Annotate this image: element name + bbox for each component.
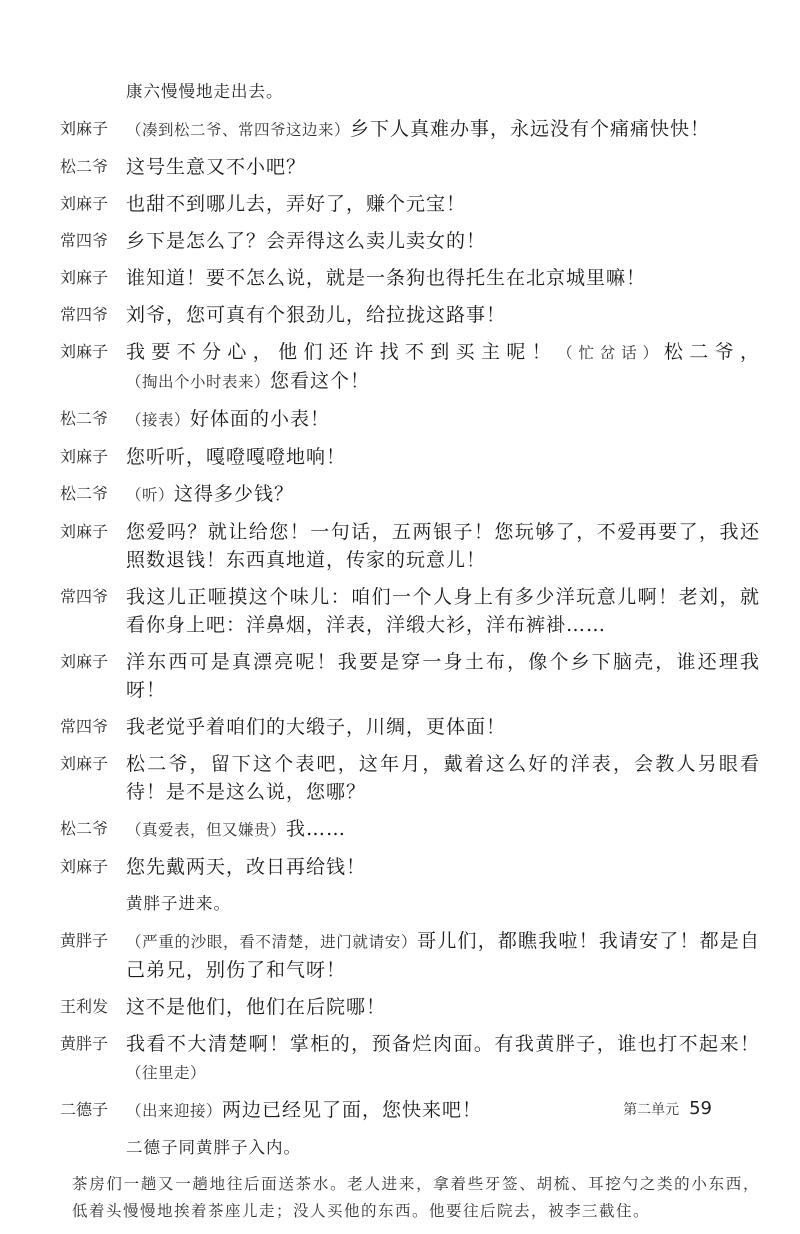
speech-segment: 黄胖子进来。	[126, 894, 231, 913]
stage-direction: （出来迎接）	[126, 1102, 223, 1120]
speech-text	[126, 1030, 760, 1087]
dialogue-line	[60, 190, 760, 218]
dialogue-line	[60, 153, 760, 181]
speech-text	[126, 301, 760, 329]
stage-direction: （凑到松二爷、常四爷这边来）	[126, 121, 351, 139]
speech-text	[126, 583, 760, 639]
speaker-name: 刘麻子	[60, 194, 109, 213]
speech-segment: 我看不大清楚啊！掌柜的，预备烂肉面。有我黄胖子，谁也打不起来！	[126, 1033, 760, 1055]
speaker-name: 刘麻子	[60, 857, 109, 876]
stage-direction: （接表）	[126, 411, 191, 429]
speech-segment: 我老觉乎着咱们的大缎子，川绸，更体面！	[126, 716, 507, 738]
speech-segment: 我要不分心，他们还许找不到买主呢！	[126, 341, 558, 363]
speaker-name: 刘麻子	[60, 754, 109, 773]
dialogue-line	[60, 264, 760, 292]
stage-direction: （往里走）	[126, 1064, 207, 1082]
dialogue-line	[60, 480, 760, 509]
script-body	[60, 78, 760, 1234]
dialogue-line	[60, 405, 760, 434]
speech-segment: 洋东西可是真漂亮呢！我要是穿一身土布，像个乡下脑壳，谁还理我呀！	[126, 651, 760, 701]
speech-segment: 松二爷，留下这个表吧，这年月，戴着这么好的洋表，会教人另眼看待！是不是这么说，您哪？	[126, 753, 760, 803]
speech-text	[126, 443, 760, 471]
speech-text	[126, 927, 760, 984]
speech-segment: 茶房们一趟又一趟地往后面送茶水。老人进来，拿着些牙签、胡梳、耳挖勺之类的小东西，低着头慢慢地挨着茶座儿走；没人买他的东西。他要往后院去，被李三截住。	[72, 1175, 760, 1220]
dialogue-line	[60, 1134, 760, 1162]
speech-text	[126, 405, 760, 434]
speech-text	[126, 815, 760, 844]
speaker-name: 黄胖子	[60, 1034, 109, 1053]
stage-direction: （严重的沙眼，看不清楚，进门就请安）	[126, 933, 418, 951]
dialogue-line	[60, 338, 760, 396]
dialogue-line	[60, 1030, 760, 1087]
dialogue-line	[60, 648, 760, 704]
stage-direction: （真爱表，但又嫌贵）	[126, 821, 287, 839]
speaker-name: 松二爷	[60, 409, 109, 428]
speaker-name: 松二爷	[60, 157, 109, 176]
page-footer	[623, 1098, 712, 1119]
speaker-name: 常四爷	[60, 587, 109, 606]
dialogue-line	[60, 993, 760, 1021]
speaker-name: 二德子	[60, 1100, 109, 1119]
speech-segment: 谁知道！要不怎么说，就是一条狗也得托生在北京城里嘛！	[126, 267, 647, 289]
speaker-name: 刘麻子	[60, 119, 109, 138]
dialogue-line	[60, 518, 760, 574]
speech-text	[126, 750, 760, 806]
speech-segment: 二德子同黄胖子入内。	[126, 1138, 301, 1157]
speech-segment: 您听听，嘎噔嘎噔地响！	[126, 446, 347, 468]
speaker-name: 常四爷	[60, 305, 109, 324]
unit-label: 第二单元	[623, 1102, 680, 1118]
speech-text	[126, 853, 760, 881]
speaker-name: 刘麻子	[60, 268, 109, 287]
page-number: 59	[689, 1098, 712, 1119]
speech-text	[126, 264, 760, 292]
speech-text	[126, 78, 760, 106]
speaker-name: 松二爷	[60, 819, 109, 838]
dialogue-line	[60, 78, 760, 106]
speaker-name: 王利发	[60, 997, 109, 1016]
speech-text	[126, 227, 760, 255]
dialogue-line	[60, 890, 760, 918]
speaker-name: 刘麻子	[60, 652, 109, 671]
speaker-name: 常四爷	[60, 231, 109, 250]
speech-text	[126, 713, 760, 741]
speaker-name: 刘麻子	[60, 447, 109, 466]
stage-direction: （忙岔话）	[557, 344, 664, 362]
speech-text	[126, 648, 760, 704]
speaker-name: 常四爷	[60, 717, 109, 736]
dialogue-line	[60, 115, 760, 144]
dialogue-line	[60, 583, 760, 639]
speech-text	[126, 153, 760, 181]
speech-text	[126, 1134, 760, 1162]
speech-text	[72, 1171, 760, 1225]
speech-text	[126, 190, 760, 218]
speech-text	[126, 480, 760, 509]
speech-segment: 乡下人真难办事，永远没有个痛痛快快！	[350, 118, 711, 140]
speech-segment: 这号生意又不小吧？	[126, 156, 307, 178]
speech-text	[126, 338, 760, 396]
dialogue-line	[60, 815, 760, 844]
speaker-name: 刘麻子	[60, 522, 109, 541]
speech-text	[126, 115, 760, 144]
speaker-name: 松二爷	[60, 484, 109, 503]
dialogue-line	[60, 301, 760, 329]
speech-segment: 我……	[286, 818, 347, 840]
speech-text	[126, 993, 760, 1021]
speech-segment: 两边已经见了面，您快来吧！	[222, 1099, 483, 1121]
speech-segment: 您看这个！	[270, 370, 371, 392]
dialogue-line	[60, 1171, 760, 1225]
dialogue-line	[60, 227, 760, 255]
dialogue-line	[60, 750, 760, 806]
speech-segment: 哥儿们，都瞧我啦！我请安了！都是自己弟兄，别伤了和气呀！	[126, 930, 760, 981]
speech-segment: 您先戴两天，改日再给钱！	[126, 856, 367, 878]
speech-segment: 好体面的小表！	[190, 408, 331, 430]
speech-segment: 这不是他们，他们在后院哪！	[126, 996, 387, 1018]
dialogue-line	[60, 713, 760, 741]
speech-text	[126, 518, 760, 574]
speech-segment: 康六慢慢地走出去。	[126, 82, 284, 101]
speech-segment: 也甜不到哪儿去，弄好了，赚个元宝！	[126, 193, 467, 215]
stage-direction: （听）	[126, 486, 175, 504]
speech-segment: 乡下是怎么了？会弄得这么卖儿卖女的！	[126, 230, 487, 252]
speech-text	[126, 890, 760, 918]
dialogue-line	[60, 443, 760, 471]
dialogue-line	[60, 853, 760, 881]
dialogue-line	[60, 927, 760, 984]
speaker-name: 刘麻子	[60, 342, 109, 361]
speaker-name: 黄胖子	[60, 931, 109, 950]
speech-segment: 您爱吗？就让给您！一句话，五两银子！您玩够了，不爱再要了，我还照数退钱！东西真地道，传家的玩意儿！	[126, 521, 760, 571]
stage-direction: （掏出个小时表来）	[126, 373, 271, 391]
speech-segment: 刘爷，您可真有个狠劲儿，给拉拢这路事！	[126, 304, 507, 326]
speech-segment: 这得多少钱？	[174, 483, 295, 505]
speech-segment: 松二爷，	[663, 341, 760, 363]
speech-segment: 我这儿正咂摸这个味儿：咱们一个人身上有多少洋玩意儿啊！老刘，就看你身上吧：洋鼻烟，洋表，洋缎大衫，洋布裤褂……	[126, 586, 760, 636]
